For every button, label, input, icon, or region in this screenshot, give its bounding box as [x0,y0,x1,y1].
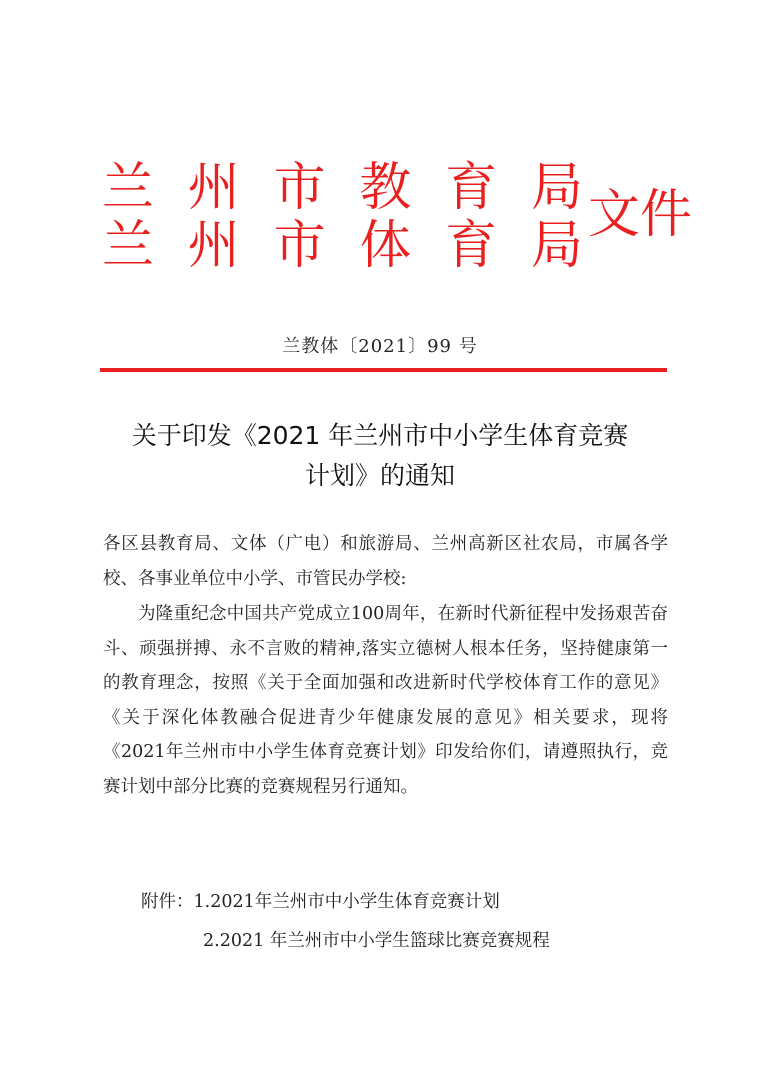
header-char: 局 [530,158,583,218]
header-char: 育 [445,158,498,218]
header-char: 市 [273,158,326,218]
red-header [100,150,700,280]
header-char: 体 [359,216,412,276]
document-number: 兰教体〔2021〕99 号 [282,336,478,357]
header-char: 育 [445,216,498,276]
document-title [80,416,680,496]
header-char: 教 [359,158,412,218]
attachment-item-2: 2.2021 年兰州市中小学生篮球比赛竞赛规程 [203,931,550,951]
header-char: 州 [187,216,240,276]
title-line-2: 计划》的通知 [304,461,455,490]
attachment-item-1: 附件：1.2021年兰州市中小学生体育竞赛计划 [141,892,500,912]
title-line-1: 关于印发《2021 年兰州市中小学生体育竞赛 [131,421,629,450]
header-char: 兰 [101,158,154,218]
header-char: 兰 [101,216,154,276]
red-divider [100,368,667,372]
recipients-block [103,527,668,596]
header-char: 市 [273,216,326,276]
issuer-line-sports-bureau [100,216,585,276]
recipients-text: 各区县教育局、文体（广电）和旅游局、兰州高新区社农局，市属各学校、各事业单位中小学、市管民办学校: [103,534,668,589]
issuer-line-education-bureau [100,158,585,218]
header-char: 州 [187,158,240,218]
body-paragraph: 为隆重纪念中国共产党成立100周年，在新时代新征程中发扬艰苦奋斗、顽强拼搏、永不言败的精神,落实立德树人根本任务，坚持健康第一的教育理念，按照《关于全面加强和改进新时代学校体育工作的意见》《关于深化体教融合促进青少年健康发展的意见》相关要求，现将《2021年兰州市中小学生体育竞赛计划》印发给你们，请遵照执行，竞赛计划中部分比赛的竞赛规程另行通知。 [103,604,668,797]
body-block [103,597,668,804]
header-char: 局 [530,216,583,276]
document-suffix: 文件 [588,185,693,245]
